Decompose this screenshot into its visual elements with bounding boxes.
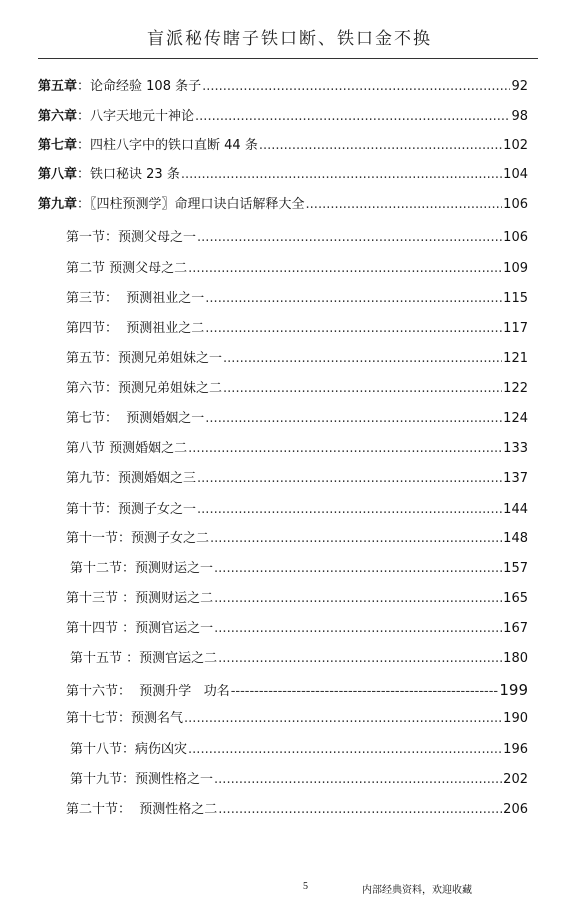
toc-entry-label: [66, 440, 187, 458]
toc-chapter-entry: [38, 108, 528, 126]
toc-entry-number: 第二十节: [66, 802, 119, 817]
toc-entry-number: 第六章: [38, 109, 78, 124]
toc-entry-title: 预测兄弟姐妹之二: [118, 381, 223, 396]
toc-entry-number: 第七章: [38, 138, 78, 153]
toc-entry-number: 第五节: [66, 351, 106, 366]
toc-leader-dots: [197, 470, 502, 488]
toc-entry-separator: ：: [118, 621, 136, 636]
toc-entry-number: 第五章: [38, 79, 78, 94]
toc-page-number: 115: [503, 291, 528, 306]
toc-entry-title: 预测婚姻之二: [109, 441, 188, 456]
toc-entry-separator: ：: [77, 167, 91, 182]
toc-entry-title: 论命经验 108 条子: [90, 79, 202, 94]
toc-section-entry: [66, 410, 528, 428]
toc-entry-label: [66, 710, 183, 728]
toc-section-entry: [66, 530, 528, 548]
toc-leader-dots: [202, 78, 510, 96]
toc-section-entry: [70, 560, 528, 578]
toc-section-entry: [66, 229, 528, 247]
toc-entry-label: [70, 650, 217, 668]
toc-page-number: 190: [503, 711, 528, 726]
toc-entry-label: [66, 290, 204, 308]
toc-leader-dots: [218, 801, 502, 819]
toc-leader-dots: [306, 196, 503, 214]
toc-leader-dots: [259, 137, 502, 155]
toc-entry-separator: ：: [105, 230, 119, 245]
toc-page-number: 117: [503, 321, 528, 336]
toc-page-number: 199: [499, 681, 528, 699]
toc-entry-label: [66, 470, 196, 488]
toc-entry-number: 第十一节: [66, 531, 119, 546]
toc-entry-separator: ：: [105, 502, 119, 517]
toc-leader-dots: [197, 501, 502, 519]
toc-page-number: 106: [503, 197, 528, 212]
toc-entry-number: 第四节: [66, 321, 106, 336]
toc-entry-number: 第十六节: [66, 684, 119, 699]
toc-leader-dots: [214, 620, 502, 638]
toc-entry-number: 第二节: [66, 261, 106, 276]
toc-entry-separator: ：: [122, 651, 140, 666]
toc-entry-separator: ：: [118, 531, 132, 546]
toc-entry-separator: ：: [118, 711, 132, 726]
toc-entry-title: 预测父母之二: [109, 261, 188, 276]
toc-leader-dots: [223, 350, 502, 368]
toc-section-entry: [66, 290, 528, 308]
toc-leader-dots: [214, 771, 502, 789]
toc-entry-title: 〖四柱预测学〗命理口诀白话解释大全: [90, 197, 305, 212]
toc-page-number: 157: [503, 561, 528, 576]
toc-leader-dots: [195, 108, 510, 126]
toc-section-entry: [66, 470, 528, 488]
toc-page-number: 202: [503, 772, 528, 787]
toc-section-entry: [66, 380, 528, 398]
toc-entry-label: [66, 320, 204, 338]
toc-section-entry: [66, 620, 528, 638]
toc-page-number: 148: [503, 531, 528, 546]
toc-chapter-entry: [38, 166, 528, 184]
toc-entry-title: 预测婚姻之一: [118, 411, 205, 426]
toc-entry-title: 预测兄弟姐妹之一: [118, 351, 223, 366]
toc-entry-number: 第七节: [66, 411, 106, 426]
toc-entry-separator: ：: [77, 109, 91, 124]
toc-entry-separator: ：: [105, 291, 119, 306]
toc-entry-title: 预测性格之二: [131, 802, 218, 817]
toc-entry-number: 第十四节: [66, 621, 119, 636]
toc-entry-number: 第十五节: [70, 651, 123, 666]
toc-entry-title: 预测祖业之二: [118, 321, 205, 336]
toc-leader-dots: [181, 166, 502, 184]
toc-entry-separator: ：: [77, 138, 91, 153]
toc-entry-label: [38, 108, 194, 126]
toc-leader-dots: [223, 380, 502, 398]
toc-entry-separator: ：: [77, 197, 91, 212]
toc-entry-number: 第十二节: [70, 561, 123, 576]
toc-entry-label: [66, 801, 217, 819]
toc-page-number: 137: [503, 471, 528, 486]
toc-page-number: 165: [503, 591, 528, 606]
toc-page-number: 92: [511, 79, 528, 94]
toc-entry-number: 第十八节: [70, 742, 123, 757]
toc-entry-label: [66, 590, 213, 608]
toc-section-entry: [66, 590, 528, 608]
toc-leader-dots: [210, 530, 502, 548]
toc-page-number: 196: [503, 742, 528, 757]
toc-entry-title: 预测财运之一: [135, 561, 214, 576]
toc-chapter-entry: [38, 78, 528, 96]
toc-entry-title: 预测父母之一: [118, 230, 197, 245]
toc-entry-label: [66, 501, 196, 519]
footer-page-number: 5: [303, 881, 308, 892]
toc-entry-label: [66, 410, 204, 428]
toc-section-entry: [66, 440, 528, 458]
toc-entry-number: 第八章: [38, 167, 78, 182]
toc-entry-title: 预测财运之二: [135, 591, 214, 606]
toc-leader-dots: [188, 260, 502, 278]
toc-section-entry: [66, 681, 528, 701]
toc-entry-title: 预测婚姻之三: [118, 471, 197, 486]
toc-entry-number: 第九章: [38, 197, 78, 212]
toc-entry-label: [70, 560, 213, 578]
toc-section-entry: [70, 741, 528, 759]
toc-entry-title: 预测性格之一: [135, 772, 214, 787]
toc-leader-dots: [197, 229, 502, 247]
toc-entry-label: [66, 350, 222, 368]
toc-entry-number: 第十九节: [70, 772, 123, 787]
toc-page-number: 144: [503, 502, 528, 517]
toc-section-entry: [66, 350, 528, 368]
toc-page-number: 133: [503, 441, 528, 456]
toc-entry-title: 病伤凶灾: [135, 742, 188, 757]
toc-entry-title: 预测官运之二: [139, 651, 218, 666]
toc-chapter-entry: [38, 196, 528, 214]
toc-entry-separator: ：: [122, 742, 136, 757]
toc-page-number: 167: [503, 621, 528, 636]
toc-entry-label: [38, 137, 258, 155]
toc-entry-label: [70, 771, 213, 789]
toc-entry-separator: ：: [77, 79, 91, 94]
toc-leader-dots: [188, 741, 502, 759]
toc-entry-title: 预测祖业之一: [118, 291, 205, 306]
toc-section-entry: [66, 260, 528, 278]
toc-page-number: 180: [503, 651, 528, 666]
toc-leader-dots: [205, 320, 502, 338]
toc-entry-label: [38, 166, 180, 184]
toc-entry-label: [66, 380, 222, 398]
toc-section-entry: [66, 501, 528, 519]
toc-section-entry: [66, 710, 528, 728]
toc-entry-separator: ：: [105, 411, 119, 426]
toc-entry-label: [66, 260, 187, 278]
toc-entry-number: 第一节: [66, 230, 106, 245]
toc-entry-label: [38, 78, 201, 96]
toc-chapter-entry: [38, 137, 528, 155]
toc-leader-dots: [218, 650, 502, 668]
toc-page-number: 124: [503, 411, 528, 426]
toc-leader-dots: [231, 683, 499, 701]
toc-page-number: 98: [511, 109, 528, 124]
toc-entry-label: [66, 683, 230, 701]
toc-entry-number: 第八节: [66, 441, 106, 456]
toc-leader-dots: [214, 590, 502, 608]
page-header-title: 盲派秘传瞎子铁口断、铁口金不换: [147, 29, 432, 49]
toc-entry-separator: ：: [118, 802, 132, 817]
toc-section-entry: [66, 801, 528, 819]
toc-entry-label: [66, 620, 213, 638]
toc-page-number: 121: [503, 351, 528, 366]
toc-entry-label: [70, 741, 187, 759]
toc-leader-dots: [188, 440, 502, 458]
toc-entry-separator: ：: [105, 381, 119, 396]
toc-leader-dots: [205, 290, 502, 308]
toc-entry-number: 第十七节: [66, 711, 119, 726]
toc-page-number: 106: [503, 230, 528, 245]
toc-entry-separator: ：: [118, 684, 132, 699]
toc-entry-title: 预测官运之一: [135, 621, 214, 636]
toc-page-number: 206: [503, 802, 528, 817]
footer-note: 内部经典资料，欢迎收藏: [362, 885, 472, 896]
toc-entry-title: 预测名气: [131, 711, 184, 726]
toc-entry-label: [66, 530, 209, 548]
toc-entry-label: [38, 196, 305, 214]
toc-entry-title: 预测升学 功名: [131, 684, 230, 699]
toc-entry-title: 铁口秘诀 23 条: [90, 167, 180, 182]
toc-entry-number: 第九节: [66, 471, 106, 486]
toc-entry-separator: ：: [105, 321, 119, 336]
toc-entry-separator: ：: [105, 351, 119, 366]
toc-entry-label: [66, 229, 196, 247]
toc-leader-dots: [184, 710, 502, 728]
toc-entry-title: 四柱八字中的铁口直断 44 条: [90, 138, 258, 153]
toc-page-number: 122: [503, 381, 528, 396]
toc-entry-title: 八字天地元十神论: [90, 109, 195, 124]
toc-entry-number: 第十节: [66, 502, 106, 517]
toc-entry-number: 第十三节: [66, 591, 119, 606]
toc-entry-separator: ：: [118, 591, 136, 606]
toc-entry-separator: ：: [122, 561, 136, 576]
toc-page-number: 102: [503, 138, 528, 153]
toc-entry-separator: ：: [105, 471, 119, 486]
toc-entry-separator: ：: [122, 772, 136, 787]
toc-section-entry: [70, 771, 528, 789]
toc-entry-title: 预测子女之二: [131, 531, 210, 546]
toc-page-number: 109: [503, 261, 528, 276]
toc-section-entry: [70, 650, 528, 668]
toc-leader-dots: [205, 410, 502, 428]
toc-section-entry: [66, 320, 528, 338]
toc-entry-number: 第三节: [66, 291, 106, 306]
toc-page-number: 104: [503, 167, 528, 182]
toc-leader-dots: [214, 560, 502, 578]
toc-entry-number: 第六节: [66, 381, 106, 396]
toc-entry-title: 预测子女之一: [118, 502, 197, 517]
